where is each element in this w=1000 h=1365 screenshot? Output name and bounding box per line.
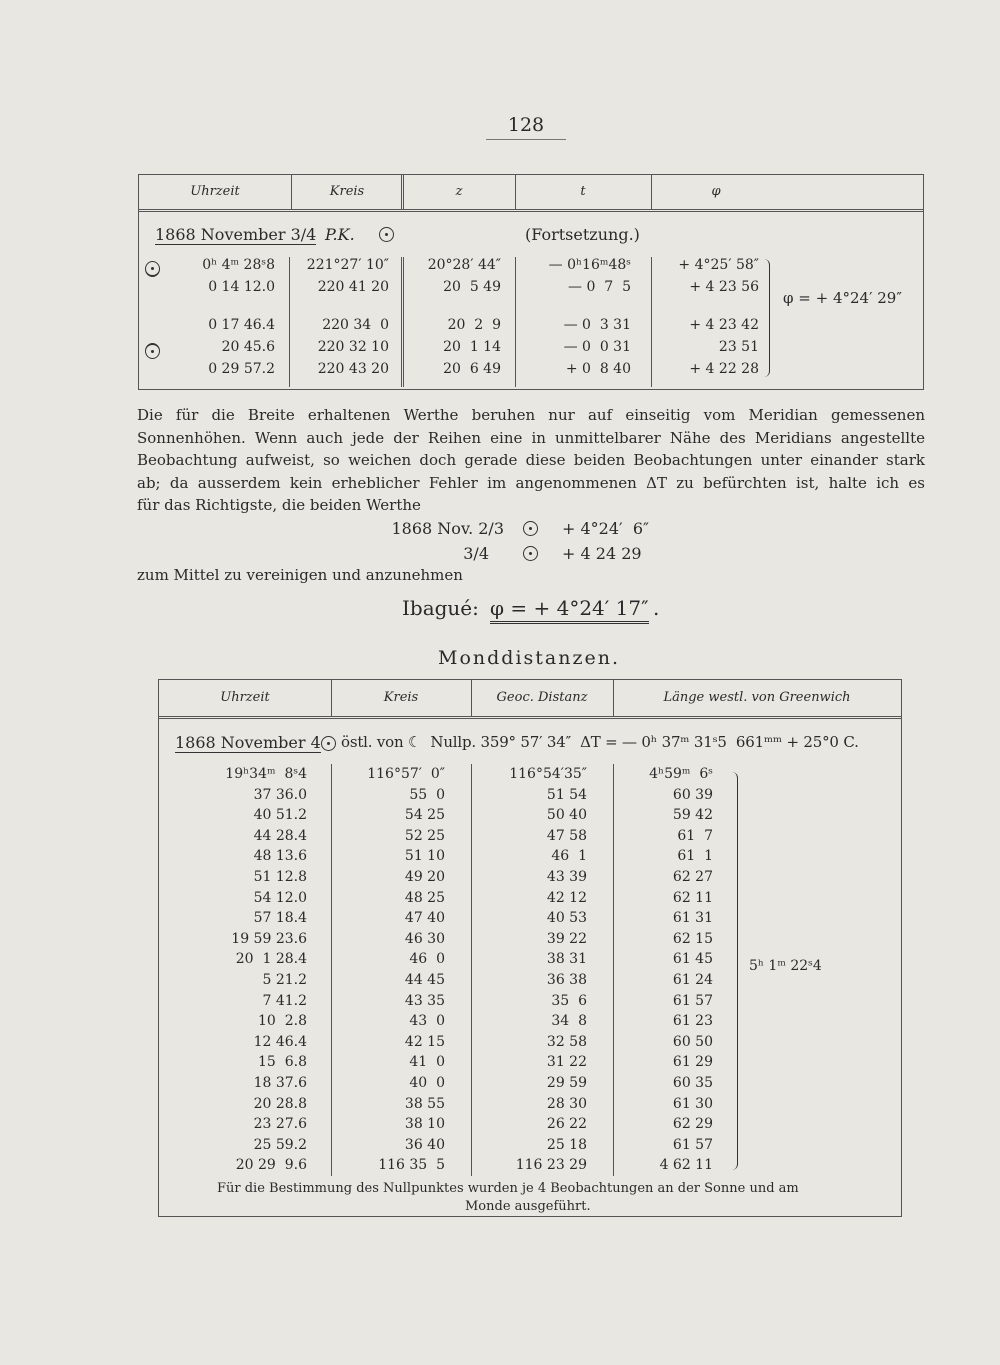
cell-distanz: 31 22 bbox=[546, 1054, 587, 1070]
cell-distanz: 116°54′35″ bbox=[509, 766, 587, 782]
cell-time: 7 41.2 bbox=[262, 993, 307, 1009]
col-header-z: z bbox=[455, 184, 463, 199]
cell-z: 20°28′ 44″ bbox=[427, 257, 501, 273]
cell-laenge: 62 15 bbox=[672, 931, 713, 947]
sun-icon bbox=[321, 736, 336, 753]
cell-time: 0 29 57.2 bbox=[208, 361, 275, 377]
cell-time: 57 18.4 bbox=[253, 910, 307, 926]
cell-kreis: 43 35 bbox=[404, 993, 445, 1009]
cell-z: 20 1 14 bbox=[443, 339, 501, 355]
col-header-kreis: Kreis bbox=[383, 690, 419, 705]
cell-time: 19ʰ34ᵐ 8ˢ4 bbox=[225, 766, 307, 782]
cell-kreis: 43 0 bbox=[409, 1013, 445, 1029]
cell-time: 48 13.6 bbox=[253, 848, 307, 864]
cell-laenge: 60 39 bbox=[672, 787, 713, 803]
cell-kreis: 220 34 0 bbox=[322, 317, 389, 333]
cell-distanz: 29 59 bbox=[546, 1075, 587, 1091]
cell-kreis: 221°27′ 10″ bbox=[306, 257, 389, 273]
cell-distanz: 50 40 bbox=[546, 807, 587, 823]
cell-kreis: 54 25 bbox=[404, 807, 445, 823]
table2-date: 1868 November 4 bbox=[175, 733, 321, 752]
cell-kreis: 44 45 bbox=[404, 972, 445, 988]
cell-distanz: 46 1 bbox=[551, 848, 587, 864]
cell-time: 54 12.0 bbox=[253, 890, 307, 906]
cell-time: 40 51.2 bbox=[253, 807, 307, 823]
footnote-line: Für die Bestimmung des Nullpunktes wurden je 4 Beobachtungen an der Sonne und am bbox=[217, 1181, 799, 1196]
cell-laenge: 61 45 bbox=[672, 951, 713, 967]
bracket bbox=[731, 772, 738, 1170]
cell-t: — 0ʰ16ᵐ48ˢ bbox=[548, 257, 631, 273]
cell-time: 25 59.2 bbox=[253, 1137, 307, 1153]
ibague-dot: . bbox=[653, 596, 660, 620]
value-date: 3/4 bbox=[463, 544, 489, 563]
sun-lower-limb-icon bbox=[145, 343, 160, 361]
cell-distanz: 116 23 29 bbox=[515, 1157, 587, 1173]
cell-distanz: 39 22 bbox=[546, 931, 587, 947]
cell-distanz: 47 58 bbox=[546, 828, 587, 844]
table-header bbox=[159, 680, 901, 719]
cell-kreis: 36 40 bbox=[404, 1137, 445, 1153]
cell-phi: + 4 23 56 bbox=[689, 279, 759, 295]
cell-kreis: 38 55 bbox=[404, 1096, 445, 1112]
cell-time: 20 29 9.6 bbox=[235, 1157, 307, 1173]
cell-time: 10 2.8 bbox=[258, 1013, 307, 1029]
cell-kreis: 49 20 bbox=[404, 869, 445, 885]
sun-icon bbox=[379, 227, 394, 244]
cell-kreis: 40 0 bbox=[409, 1075, 445, 1091]
cell-distanz: 40 53 bbox=[546, 910, 587, 926]
cell-phi: + 4 23 42 bbox=[689, 317, 759, 333]
cell-distanz: 42 12 bbox=[546, 890, 587, 906]
cell-kreis: 116°57′ 0″ bbox=[367, 766, 445, 782]
cell-time: 23 27.6 bbox=[253, 1116, 307, 1132]
col-header-phi: φ bbox=[711, 184, 721, 199]
cell-kreis: 220 32 10 bbox=[317, 339, 389, 355]
col-header-t: t bbox=[580, 184, 586, 199]
cell-t: + 0 8 40 bbox=[565, 361, 631, 377]
paragraph bbox=[137, 404, 925, 517]
sun-icon bbox=[523, 546, 538, 563]
cell-time: 0 14 12.0 bbox=[208, 279, 275, 295]
cell-t: — 0 3 31 bbox=[563, 317, 631, 333]
ibague-label: Ibagué: bbox=[402, 596, 479, 620]
cell-kreis: 220 41 20 bbox=[317, 279, 389, 295]
cell-distanz: 32 58 bbox=[546, 1034, 587, 1050]
cell-laenge: 61 30 bbox=[672, 1096, 713, 1112]
cell-time: 15 6.8 bbox=[258, 1054, 307, 1070]
cell-laenge: 60 50 bbox=[672, 1034, 713, 1050]
cell-phi: + 4 22 28 bbox=[689, 361, 759, 377]
cell-kreis: 42 15 bbox=[404, 1034, 445, 1050]
cell-time: 18 37.6 bbox=[253, 1075, 307, 1091]
cell-z: 20 5 49 bbox=[443, 279, 501, 295]
cell-kreis: 46 30 bbox=[404, 931, 445, 947]
cell-laenge: 61 7 bbox=[677, 828, 713, 844]
cell-phi: 23 51 bbox=[718, 339, 759, 355]
section-title: Monddistanzen. bbox=[438, 647, 621, 669]
paragraph-line: für das Richtigste, die beiden Werthe bbox=[137, 496, 421, 514]
cell-laenge: 61 57 bbox=[672, 993, 713, 1009]
col-header-uhrzeit: Uhrzeit bbox=[190, 184, 240, 199]
cell-distanz: 38 31 bbox=[546, 951, 587, 967]
cell-kreis: 47 40 bbox=[404, 910, 445, 926]
table1-result: φ = + 4°24′ 29″ bbox=[783, 289, 902, 307]
cell-laenge: 4ʰ59ᵐ 6ˢ bbox=[649, 766, 713, 782]
cell-laenge: 59 42 bbox=[672, 807, 713, 823]
cell-time: 20 28.8 bbox=[253, 1096, 307, 1112]
paragraph-line: Die für die Breite erhaltenen Werthe beruhen nur auf einseitig vom Meridian gemessenen bbox=[137, 406, 925, 424]
cell-z: 20 2 9 bbox=[447, 317, 501, 333]
table2-result: 5ʰ 1ᵐ 22ˢ4 bbox=[749, 958, 822, 974]
cell-t: — 0 7 5 bbox=[568, 279, 631, 295]
cell-laenge: 60 35 bbox=[672, 1075, 713, 1091]
cell-time: 12 46.4 bbox=[253, 1034, 307, 1050]
cell-distanz: 35 6 bbox=[551, 993, 587, 1009]
table-lunar-distances bbox=[158, 679, 902, 1217]
cell-time: 44 28.4 bbox=[253, 828, 307, 844]
cell-laenge: 62 29 bbox=[672, 1116, 713, 1132]
paragraph-line: ab; da ausserdem kein erheblicher Fehler im angenommenen ΔT zu befürchten ist, halte ich es bbox=[137, 473, 925, 492]
cell-kreis: 220 43 20 bbox=[317, 361, 389, 377]
cell-time: 37 36.0 bbox=[253, 787, 307, 803]
col-header-laenge: Länge westl. von Greenwich bbox=[663, 690, 851, 705]
cell-laenge: 62 27 bbox=[672, 869, 713, 885]
cell-distanz: 51 54 bbox=[546, 787, 587, 803]
value-date: 1868 Nov. 2/3 bbox=[391, 519, 504, 538]
cell-laenge: 61 1 bbox=[677, 848, 713, 864]
table-latitude bbox=[138, 174, 924, 390]
mean-text: zum Mittel zu vereinigen und anzunehmen bbox=[137, 566, 463, 584]
cell-time: 20 45.6 bbox=[221, 339, 275, 355]
cell-distanz: 36 38 bbox=[546, 972, 587, 988]
cell-time: 51 12.8 bbox=[253, 869, 307, 885]
cell-laenge: 61 57 bbox=[672, 1137, 713, 1153]
cell-distanz: 43 39 bbox=[546, 869, 587, 885]
cell-laenge: 4 62 11 bbox=[659, 1157, 713, 1173]
cell-kreis: 51 10 bbox=[404, 848, 445, 864]
cell-time: 0 17 46.4 bbox=[208, 317, 275, 333]
cell-laenge: 61 23 bbox=[672, 1013, 713, 1029]
cell-distanz: 25 18 bbox=[546, 1137, 587, 1153]
page-number: 128 bbox=[486, 114, 566, 140]
cell-laenge: 61 31 bbox=[672, 910, 713, 926]
cell-distanz: 28 30 bbox=[546, 1096, 587, 1112]
col-header-distanz: Geoc. Distanz bbox=[496, 690, 588, 705]
sun-upper-limb-icon bbox=[145, 261, 160, 279]
cell-laenge: 62 11 bbox=[672, 890, 713, 906]
value-phi: + 4 24 29 bbox=[562, 544, 642, 563]
table-header bbox=[139, 175, 923, 212]
cell-time: 20 1 28.4 bbox=[235, 951, 307, 967]
cell-distanz: 34 8 bbox=[551, 1013, 587, 1029]
cell-laenge: 61 24 bbox=[672, 972, 713, 988]
cell-time: 5 21.2 bbox=[262, 972, 307, 988]
cell-kreis: 48 25 bbox=[404, 890, 445, 906]
value-phi: + 4°24′ 6″ bbox=[562, 519, 649, 538]
cell-kreis: 55 0 bbox=[409, 787, 445, 803]
table1-instrument: P.K. bbox=[325, 225, 355, 244]
cell-time: 0ʰ 4ᵐ 28ˢ8 bbox=[202, 257, 275, 273]
cell-kreis: 116 35 5 bbox=[378, 1157, 445, 1173]
paragraph-line: Sonnenhöhen. Wenn auch jede der Reihen eine in unmittelbarer Nähe des Meridians angestellte bbox=[137, 428, 925, 447]
bracket bbox=[763, 259, 770, 377]
table1-continued: (Fortsetzung.) bbox=[525, 225, 640, 244]
table1-date: 1868 November 3/4 bbox=[155, 225, 317, 244]
cell-phi: + 4°25′ 58″ bbox=[678, 257, 759, 273]
cell-z: 20 6 49 bbox=[443, 361, 501, 377]
paragraph-line: Beobachtung aufweist, so weichen doch gerade diese beiden Beobachtungen unter einander stark bbox=[137, 451, 925, 469]
cell-kreis: 41 0 bbox=[409, 1054, 445, 1070]
cell-kreis: 46 0 bbox=[409, 951, 445, 967]
cell-laenge: 61 29 bbox=[672, 1054, 713, 1070]
cell-t: — 0 0 31 bbox=[563, 339, 631, 355]
cell-distanz: 26 22 bbox=[546, 1116, 587, 1132]
cell-time: 19 59 23.6 bbox=[231, 931, 307, 947]
table2-title-rest: östl. von ☾ Nullp. 359° 57′ 34″ ΔT = — 0ʰ 37ᵐ 31ˢ5 661ᵐᵐ + 25°0 C. bbox=[341, 733, 859, 751]
sun-icon bbox=[523, 521, 538, 538]
col-header-kreis: Kreis bbox=[329, 184, 365, 199]
ibague-value: φ = + 4°24′ 17″ bbox=[490, 596, 649, 624]
footnote-line: Monde ausgeführt. bbox=[465, 1199, 591, 1214]
col-header-uhrzeit: Uhrzeit bbox=[220, 690, 270, 705]
cell-kreis: 52 25 bbox=[404, 828, 445, 844]
cell-kreis: 38 10 bbox=[404, 1116, 445, 1132]
